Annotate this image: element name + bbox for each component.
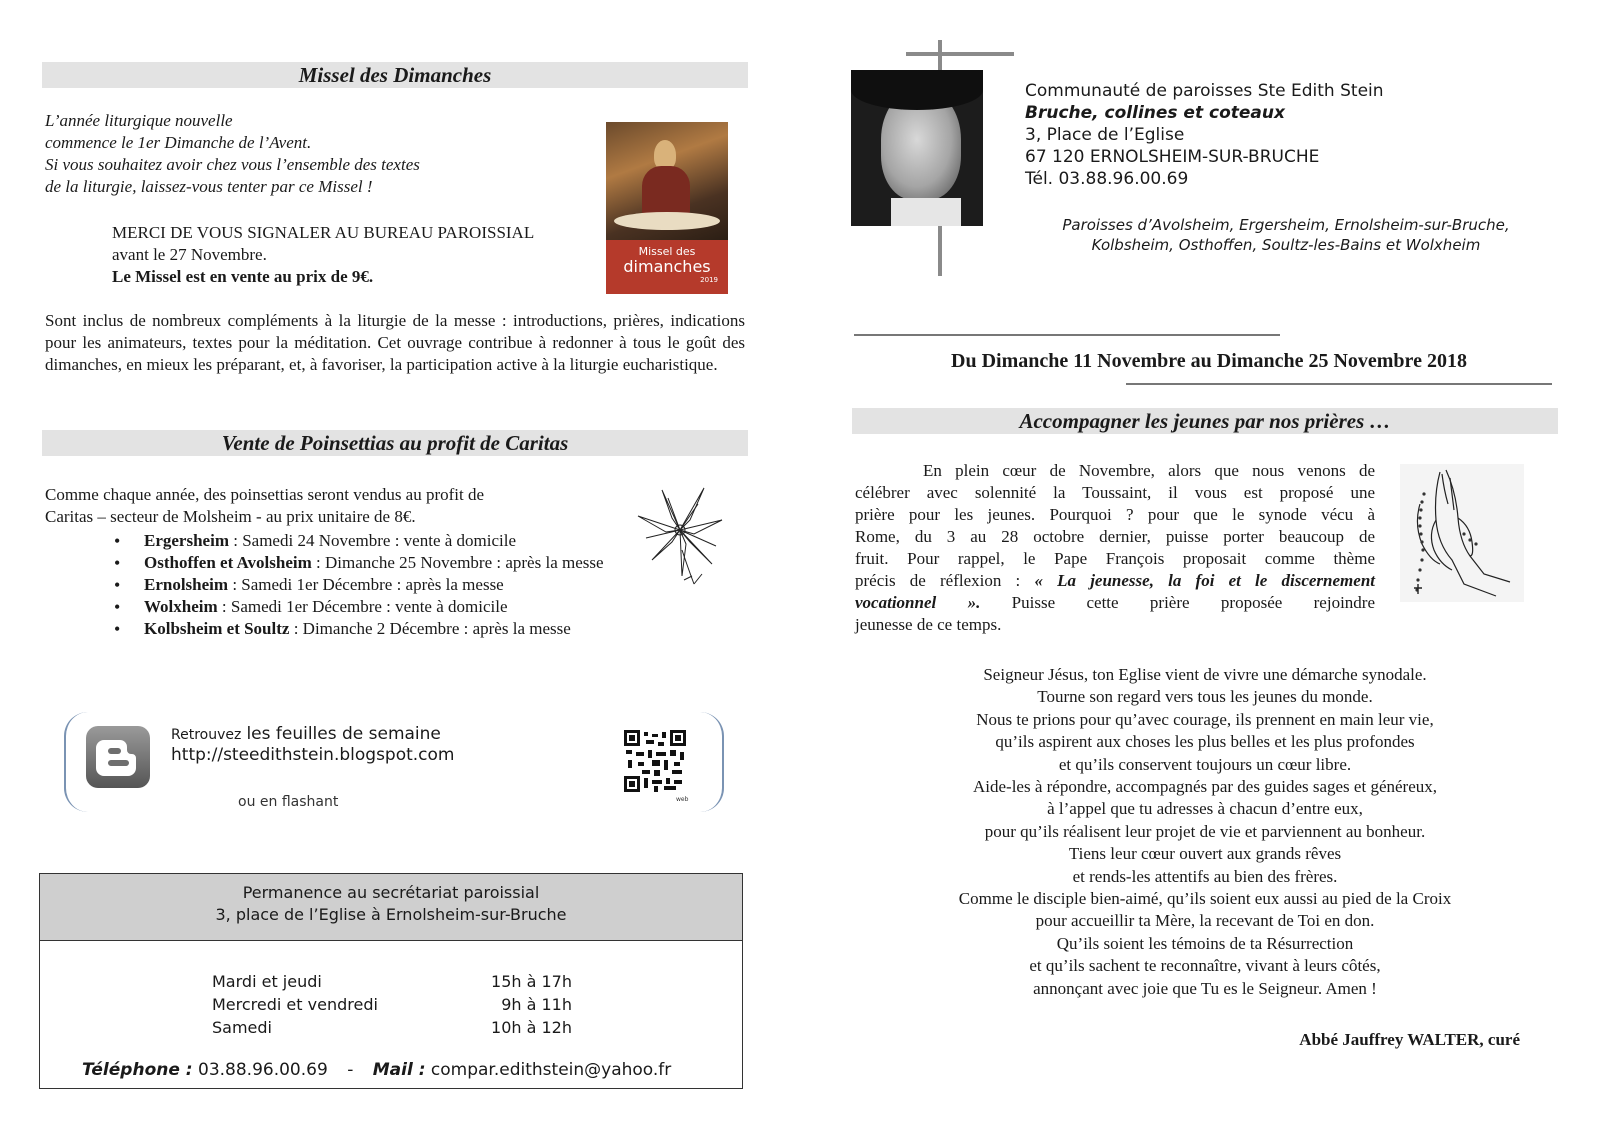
- blog-prefix: Retrouvez: [171, 727, 242, 743]
- list-item: [110, 530, 620, 552]
- poinsettias-title: Vente de Poinsettias au profit de Caritas: [221, 431, 569, 455]
- community-header: [1025, 80, 1384, 190]
- missel-intro-line: commence le 1er Dimanche de l’Avent.: [45, 133, 312, 152]
- prayer-title: Accompagner les jeunes par nos prières …: [1019, 409, 1391, 433]
- book-cover-year: 2019: [700, 276, 718, 284]
- missel-notice-line2: avant le 27 Novembre.: [112, 245, 267, 264]
- prayer-line: à l’appel que tu adresses à chacun d’entre eux,: [1047, 799, 1363, 819]
- sale-details: : Samedi 1er Décembre : après la messe: [228, 575, 504, 594]
- hours-time: 15h à 17h: [491, 972, 572, 991]
- hours-days: Mercredi et vendredi: [212, 995, 378, 1014]
- edith-stein-portrait: [851, 70, 983, 226]
- prayer-intro-line: [855, 570, 1375, 592]
- intro-text: Puisse cette prière proposée rejoindre: [980, 593, 1375, 612]
- missel-price: Le Missel est en vente au prix de 9€.: [112, 267, 374, 286]
- phone-number[interactable]: 03.88.96.00.69: [198, 1060, 328, 1080]
- hours-days: Mardi et jeudi: [212, 972, 322, 991]
- missel-title-bar: [42, 62, 748, 88]
- prayer-line: Tiens leur cœur ouvert aux grands rêves: [1068, 844, 1342, 864]
- prayer-intro: [855, 460, 1375, 636]
- missel-intro-line: de la liturgie, laissez-vous tenter par ce Missel !: [45, 177, 373, 196]
- period-title: Du Dimanche 11 Novembre au Dimanche 25 Novembre 2018: [951, 350, 1467, 372]
- blog-flash-text: ou en flashant: [238, 794, 339, 810]
- hours-row: [212, 970, 572, 993]
- prayer-intro-line: [855, 592, 1375, 614]
- book-cover-title2: dimanches: [623, 257, 711, 276]
- prayer-line: Seigneur Jésus, ton Eglise vient de vivre une démarche synodale.: [983, 665, 1427, 684]
- missel-intro-line: L’année liturgique nouvelle: [45, 111, 233, 130]
- parishes-line2: Kolbsheim, Osthoffen, Soultz-les-Bains et Wolxheim: [1091, 236, 1481, 254]
- hours-time: 10h à 12h: [491, 1018, 572, 1037]
- sale-place: Wolxheim: [144, 597, 218, 616]
- sale-place: Osthoffen et Avolsheim: [144, 553, 312, 572]
- secretariat-box: [39, 873, 743, 1089]
- phone-label: Téléphone :: [82, 1060, 193, 1080]
- signature: Abbé Jauffrey WALTER, curé: [1299, 1030, 1520, 1049]
- prayer-line: Aide-les à répondre, accompagnés par des guides sages et généreux,: [972, 777, 1437, 797]
- poinsettia-flower-icon: [632, 480, 728, 588]
- hours-days: Samedi: [212, 1018, 272, 1037]
- poinsettias-title-bar: [42, 430, 748, 456]
- missel-description: Sont inclus de nombreux compléments à la liturgie de la messe : introductions, prières, indications pour les animateurs, textes pour la méditation. Cet ouvrage contribue à redonner à tous le goût des dimanches, en mieux les préparant, et, à favoriser, la participation active à la liturgie eucharistique.: [45, 311, 745, 374]
- mail-address[interactable]: compar.edithstein@yahoo.fr: [430, 1060, 672, 1080]
- period-rule-bottom: [1126, 383, 1552, 385]
- list-item: [110, 552, 620, 574]
- prayer-title-bar: [852, 408, 1558, 434]
- missel-notice: [112, 222, 582, 288]
- praying-hands-icon: [1400, 464, 1524, 602]
- poinsettias-intro-line1: Comme chaque année, des poinsettias seront vendus au profit de: [45, 485, 485, 504]
- prayer-line: pour qu’ils réalisent leur projet de vie et parviennent au bonheur.: [984, 821, 1426, 841]
- community-phone: Tél. 03.88.96.00.69: [1025, 169, 1189, 189]
- prayer-text: [852, 664, 1558, 1000]
- qr-code-icon[interactable]: [624, 730, 686, 792]
- secretariat-header: [40, 874, 742, 941]
- missel-title: Missel des Dimanches: [298, 63, 492, 87]
- prayer-intro-line: prière pour les jeunes. Pourquoi ? pour que le synode vécu à: [855, 505, 1375, 524]
- prayer-line: Tourne son regard vers tous les jeunes du monde.: [1037, 687, 1373, 707]
- blogger-icon[interactable]: [86, 726, 150, 788]
- qr-caption: web: [676, 796, 689, 803]
- list-item: [110, 574, 620, 596]
- contact-separator: -: [347, 1060, 354, 1080]
- prayer-intro-line: Rome, du 3 au 28 octobre dernier, puisse porter beaucoup de: [855, 527, 1375, 546]
- hours-time: 9h à 11h: [501, 995, 572, 1014]
- blog-title: les feuilles de semaine: [246, 724, 441, 744]
- mail-label: Mail :: [372, 1060, 426, 1080]
- prayer-intro-line: célébrer avec solennité la Toussaint, il vous est proposé une: [855, 483, 1375, 502]
- secretariat-hours: [212, 970, 572, 1039]
- prayer-intro-line: jeunesse de ce temps.: [855, 615, 1002, 634]
- sale-details: : Dimanche 25 Novembre : après la messe: [311, 553, 604, 572]
- sale-details: : Samedi 1er Décembre : vente à domicile: [217, 597, 508, 616]
- prayer-line: pour accueillir ta Mère, la recevant de Toi en don.: [1035, 911, 1375, 931]
- secretariat-title: Permanence au secrétariat paroissial: [242, 883, 540, 902]
- missel-intro: [45, 110, 565, 198]
- prayer-line: Qu’ils soient les témoins de ta Résurrection: [1056, 933, 1354, 953]
- missel-notice-line1: MERCI DE VOUS SIGNALER AU BUREAU PAROISSIAL: [112, 223, 535, 242]
- missel-book-cover: [606, 122, 728, 294]
- prayer-line: Nous te prions pour qu’avec courage, ils prennent en main leur vie,: [976, 709, 1434, 729]
- sale-place: Ernolsheim: [144, 575, 229, 594]
- book-cover-title1: Missel des: [638, 245, 696, 258]
- parishes-line1: Paroisses d’Avolsheim, Ergersheim, Ernolsheim-sur-Bruche,: [1062, 216, 1510, 234]
- prayer-intro-line: En plein cœur de Novembre, alors que nous venons de: [923, 461, 1375, 480]
- community-subtitle: Bruche, collines et coteaux: [1025, 103, 1285, 123]
- prayer-line: et qu’ils sachent te reconnaître, vivant à leurs côtés,: [1029, 956, 1381, 976]
- community-address1: 3, Place de l’Eglise: [1025, 125, 1185, 145]
- poinsettias-sales-list: [110, 530, 620, 640]
- parishes-list: [1042, 215, 1530, 255]
- sale-details: : Samedi 24 Novembre : vente à domicile: [228, 531, 517, 550]
- list-item: [110, 596, 620, 618]
- prayer-line: et qu’ils conservent toujours un cœur libre.: [1058, 754, 1352, 774]
- poinsettias-intro: [45, 484, 645, 528]
- community-address2: 67 120 ERNOLSHEIM-SUR-BRUCHE: [1025, 147, 1320, 167]
- theme-part1: « La jeunesse, la foi et le discernement: [1034, 571, 1375, 590]
- sale-place: Kolbsheim et Soultz: [144, 619, 290, 638]
- blog-url[interactable]: http://steedithstein.blogspot.com: [171, 745, 455, 765]
- prayer-line: qu’ils aspirent aux choses les plus belles et les plus profondes: [995, 732, 1415, 752]
- prayer-line: annonçant avec joie que Tu es le Seigneur. Amen !: [1033, 978, 1377, 998]
- theme-part2: vocationnel ».: [855, 593, 981, 612]
- prayer-line: et rends-les attentifs au bien des frères.: [1072, 866, 1338, 886]
- cross-horizontal: [906, 52, 1014, 56]
- prayer-intro-line: fruit. Pour rappel, le Pape François proposait comme thème: [855, 549, 1375, 568]
- book-cover-band: [606, 240, 728, 294]
- secretariat-contact: [82, 1060, 671, 1080]
- missel-intro-line: Si vous souhaitez avoir chez vous l’ensemble des textes: [45, 155, 420, 174]
- secretariat-address: 3, place de l’Eglise à Ernolsheim-sur-Bruche: [215, 905, 567, 924]
- poinsettias-intro-line2: Caritas – secteur de Molsheim - au prix unitaire de 8€.: [45, 507, 416, 526]
- hours-row: [212, 1016, 572, 1039]
- community-name: Communauté de paroisses Ste Edith Stein: [1025, 81, 1384, 101]
- sale-place: Ergersheim: [144, 531, 229, 550]
- list-item: [110, 618, 620, 640]
- intro-text: précis de réflexion :: [855, 571, 1035, 590]
- prayer-line: Comme le disciple bien-aimé, qu’ils soient eux aussi au pied de la Croix: [958, 889, 1452, 909]
- period-rule-top: [854, 334, 1280, 336]
- hours-row: [212, 993, 572, 1016]
- sale-details: : Dimanche 2 Décembre : après la messe: [289, 619, 571, 638]
- blog-heading: [171, 724, 441, 744]
